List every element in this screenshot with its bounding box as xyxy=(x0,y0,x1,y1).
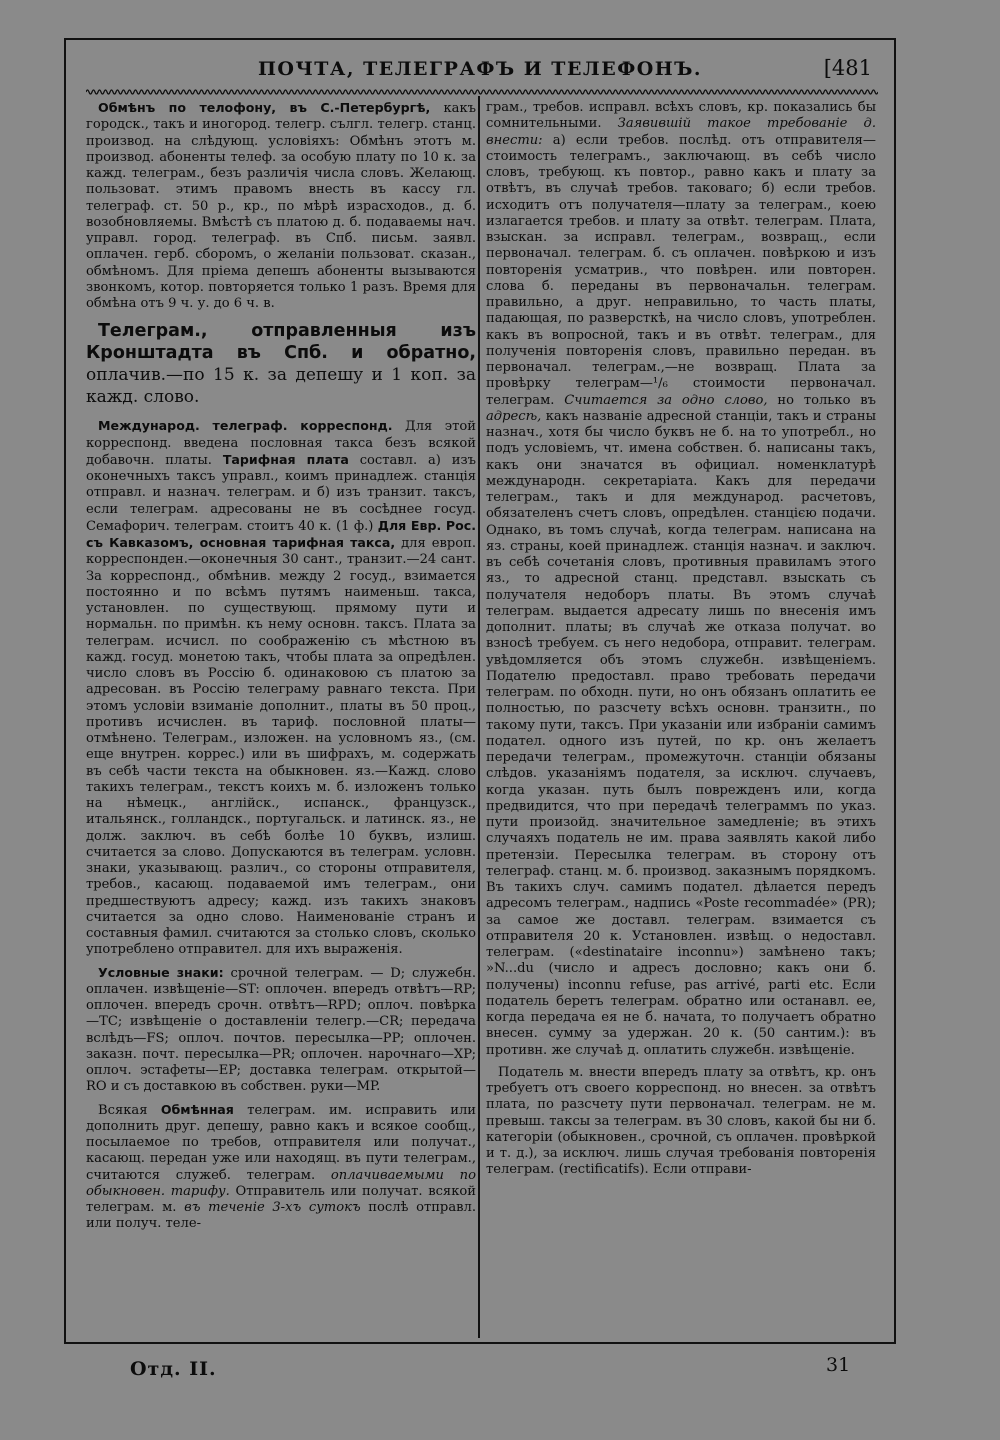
page-frame xyxy=(64,38,896,1344)
text-reply-payment: Податель м. внести впередъ плату за отвѣтъ, кр. онъ требуетъ отъ своего корреспонд. но внесен. за отвѣтъ плата, по разсчету пути первоначал. телеграм. не м. превыш. таксы за телеграм. въ 30 словъ, какой бы ни б. категоріи (обыкновен., срочной, съ оплачен. провѣркой и т. д.), за исключ. лишь случая требованія повторенія телеграм. (rectificatifs). Если отправи- xyxy=(486,1064,876,1178)
section-label: Отд. II. xyxy=(130,1358,217,1380)
text-telephone-exchange: какъ городск., такъ и иногород. телегр. сългл. телегр. станц. производ. на слѣдующ. условіяхъ: Обмѣнъ этотъ м. производ. абоненты телеф. за особую плату по 10 к. за кажд. телеграм., безъ различія числа словъ. Желающ. пользоват. этимъ правомъ внесть въ кассу гл. телеграф. ст. 50 р., кр., по мѣрѣ израсходов., д. б. возобновляемы. Вмѣстѣ съ платою д. б. подаваемы нач. управл. город. телеграф. въ Спб. письм. заявл. оплачен. герб. сборомъ, о желаніи пользоват. сказан., обмѣномъ. Для пріема депешъ абоненты вызываются звонкомъ, котор. повторяется только 1 разъ. Время для обмѣна отъ 9 ч. у. до 6 ч. в. xyxy=(86,101,476,311)
text-correction-a: грам., требов. исправл. всѣхъ словъ, кр. показались бы сомнительными. xyxy=(486,100,876,132)
text-correction-d: какъ названіе адресной станціи, такъ и страны назнач., хотя бы число буквъ не б. на то употребл., но подъ условіемъ, чт. имена собствен. б. написаны такъ, какъ они значатся въ официал. номенклатурѣ международн. секретаріата. Какъ для передачи телеграм., такъ и для международ. расчетовъ, обязателенъ счетъ словъ, опредѣлен. станцією подачи. Однако, въ томъ случаѣ, когда телеграм. написана на яз. страны, коей принадлеж. станція назнач. и заключ. въ себѣ сочетанія словъ, противныя правиламъ этого яз., то адресной станц. представл. взыскать съ получателя недоборъ платы. Въ этомъ случаѣ телеграм. выдается адресату лишь по внесенія имъ дополнит. платы; въ случаѣ же отказа получат. во взносѣ требуем. съ него недобора, отправит. телеграм. увѣдомляется объ этомъ служебн. извѣщеніемъ. Подателю предоставл. право требовать передачи телеграм. по обходн. пути, но онъ обязанъ оплатить ее полностью, по разсчету всѣхъ основн. транзитн., по такому пути, таксъ. При указаніи или избраніи самимъ подател. одного изъ путей, по кр. онъ желаетъ передачи телеграм., промежуточн. станціи обязаны слѣдов. указаніямъ подателя, за исключ. случаевъ, когда указан. путь былъ поврежденъ или, когда предвидится, что при передачѣ телеграммъ по указ. пути произойд. значительное замедленіе; въ этихъ случаяхъ податель не им. права заявлять какой либо претензіи. Пересылка телеграм. въ сторону отъ телеграф. станц. м. б. производ. заказнымъ порядкомъ. Въ такихъ случ. самимъ подател. дѣлается передъ адресомъ телеграм., надпись «Poste recommadée» (PR); за самое же доставл. телеграм. взимается съ отправителя 20 к. Установлен. извѣщ. о недоставл. телеграм. («destinataire inconnu») замѣнено такъ; »N...du (число и адресъ дословно; какъ они б. получены) inconnu refuse, pas arrivé, parti etc. Если податель беретъ телеграм. обратно или останавл. ее, когда передача ея не б. начата, то получаетъ обратно внесен. сумму за удержан. 20 к. (50 сантим.): въ противн. же случаѣ д. оплатить служебн. извѣщеніе. xyxy=(486,408,876,1058)
column-divider xyxy=(478,96,480,1338)
text-exchange-c: Отправитель или получат. всякой телеграм. м. xyxy=(86,1183,476,1215)
heading-caucasus: Для Евр. Рос. съ Кавказомъ, основная тарифная такса, xyxy=(86,517,476,550)
left-column xyxy=(86,100,476,1233)
heading-telephone-exchange: Обмѣнъ по телофону, въ С.-Петербургѣ, xyxy=(98,100,431,115)
paragraph-correction xyxy=(486,100,876,1059)
text-exchange-b: телеграм. им. исправить или дополнить друг. депешу, равно какъ и всякое сообщ., посылаемое по требов, отправителя или получат., касающ. передан уже или находящ. въ пути телеграм., считаются служеб. телеграм. xyxy=(86,1102,476,1183)
text-exchange-a: Всякая xyxy=(98,1102,161,1118)
italic-address: адресѣ, xyxy=(486,408,542,424)
italic-three-days: въ теченіе 3-хъ сутокъ xyxy=(184,1200,361,1215)
paragraph-signs xyxy=(86,965,476,1096)
page-title: ПОЧТА, ТЕЛЕГРАФЪ И ТЕЛЕФОНЪ. xyxy=(257,58,703,80)
heading-kronstadt: Телеграм., отправленныя изъ Кронштадта въ Спб. и обратно, xyxy=(86,321,476,364)
wavy-rule xyxy=(86,88,878,96)
heading-international: Международ. телеграф. корреспонд. xyxy=(98,418,393,434)
text-international-a: Для этой корреспонд. введена пословная такса безъ всякой добавочн. платы. xyxy=(86,419,476,468)
running-header xyxy=(66,54,894,88)
text-international-b: составл. а) изъ оконечныхъ таксъ управл., коимъ принадлеж. станція отправл. и назнач. телеграм. и б) изъ транзит. таксъ, если телеграм. адресованы не въ сосѣднее госуд. Семафорич. телеграм. стоитъ 40 к. (1 ф.) xyxy=(86,452,476,534)
paragraph-reply-payment xyxy=(486,1065,876,1179)
italic-one-word: Считается за одно слово, xyxy=(564,392,768,408)
text-correction-b: а) если требов. послѣд. отъ отправителя—стоимость телеграмъ., заключающ. въ себѣ число словъ, требующ. къ повтор., равно какъ и плату за отвѣтъ, въ случаѣ требов. таковаго; б) если требов. исходитъ отъ получателя—плату за телеграм., коею излагается требов. и плату за отвѣт. телеграм. Плата, взыскан. за исправл. телеграм., возвращ., если первоначал. телеграм. б. съ оплачен. повѣркою и изъ повторенія усматрив., что повѣрен. или повторен. слова б. переданы въ первоначальн. телеграм. правильно, а друг. неправильно, то часть платы, падающая, по разверсткѣ, на число словъ, употреблен. какъ въ вопросной, такъ и въ отвѣт. телеграм., для полученія повторенія словъ, правильно передан. въ первоначал. телеграм.,—не возвращ. Плата за провѣрку телеграм—¹/₆ стоимости первоначал. телеграм. xyxy=(486,132,876,408)
heading-tariff: Тарифная плата xyxy=(222,451,349,467)
paragraph-kronstadt xyxy=(86,320,476,408)
text-international-c: для европ. корреспонден.—оконечныя 30 сант., транзит.—24 сант. За корреспонд., обмѣнив. между 2 госуд., взимается постоянно и по всѣмъ путямъ наименьш. такса, установлен. по существующ. прямому пути и нормальн. по примѣн. къ нему основн. таксъ. Плата за телеграм. исчисл. по соображенію съ мѣстною въ кажд. госуд. монетою такъ, чтобы плата за опредѣлен. число словъ въ Россію б. одинаковою съ платою за адресован. въ Россію телеграму равнаго текста. При этомъ условіи взиманіе дополнит., платы въ 50 проц., противъ исчислен. въ тариф. пословной платы—отмѣнено. Телеграм., изложен. на условномъ яз., (см. еще внутрен. коррес.) или въ шифрахъ, м. содержать въ себѣ части текста на обыкновен. яз.—Кажд. слово такихъ телеграм., текстъ коихъ м. б. изложенъ только на нѣмецк., англійск., испанск., французск., итальянск., голландск., португальск. и латинск. яз., не долж. заключ. въ себѣ болѣе 10 буквъ, излиш. считается за слово. Допускаются въ телеграм. условн. знаки, указывающ. различ., со стороны отправителя, требов., касающ. подаваемой имъ телеграм., они предшествуютъ адресу; кажд. изъ такихъ знаковъ считается за одно слово. Наименованіе странъ и составныя фамил. считаются за столько словъ, сколько употреблено отправител. для ихъ выраженія. xyxy=(86,536,476,958)
heading-exchange: Обмѣнная xyxy=(160,1101,234,1117)
italic-tariff: оплачиваемыми по обыкновен. тарифу. xyxy=(86,1167,476,1199)
paragraph-telephone-exchange xyxy=(86,100,476,312)
footer-page-number: 31 xyxy=(826,1354,851,1376)
text-kronstadt: оплачив.—по 15 к. за депешу и 1 коп. за кажд. слово. xyxy=(86,365,476,408)
paragraph-international xyxy=(86,418,476,958)
text-signs: срочной телеграм. — D; служебн. оплачен. извѣщеніе—ST: оплочен. впередъ отвѣтъ—RP; оплочен. впередъ срочн. отвѣтъ—RPD; оплоч. повѣрка—TC; извѣщеніе о доставленіи телегр.—CR; передача вслѣдъ—FS; оплоч. почтов. пересылка—PP; оплочен. заказн. почт. пересылка—PR; оплочен. нарочнаго—XP; оплоч. эстафеты—EP; доставка телеграм. открытой—RO и съ доставкою въ собствен. руки—MP. xyxy=(86,965,476,1095)
right-column xyxy=(486,100,876,1179)
italic-requester: Заявившій такое требованіе д. внести: xyxy=(486,116,876,148)
page-number: [481 xyxy=(823,56,872,80)
heading-signs: Условные знаки: xyxy=(98,964,224,980)
paragraph-exchange-telegram xyxy=(86,1102,476,1233)
text-correction-c: но только въ xyxy=(767,392,876,408)
text-exchange-d: послѣ отправл. или получ. теле- xyxy=(86,1200,476,1232)
